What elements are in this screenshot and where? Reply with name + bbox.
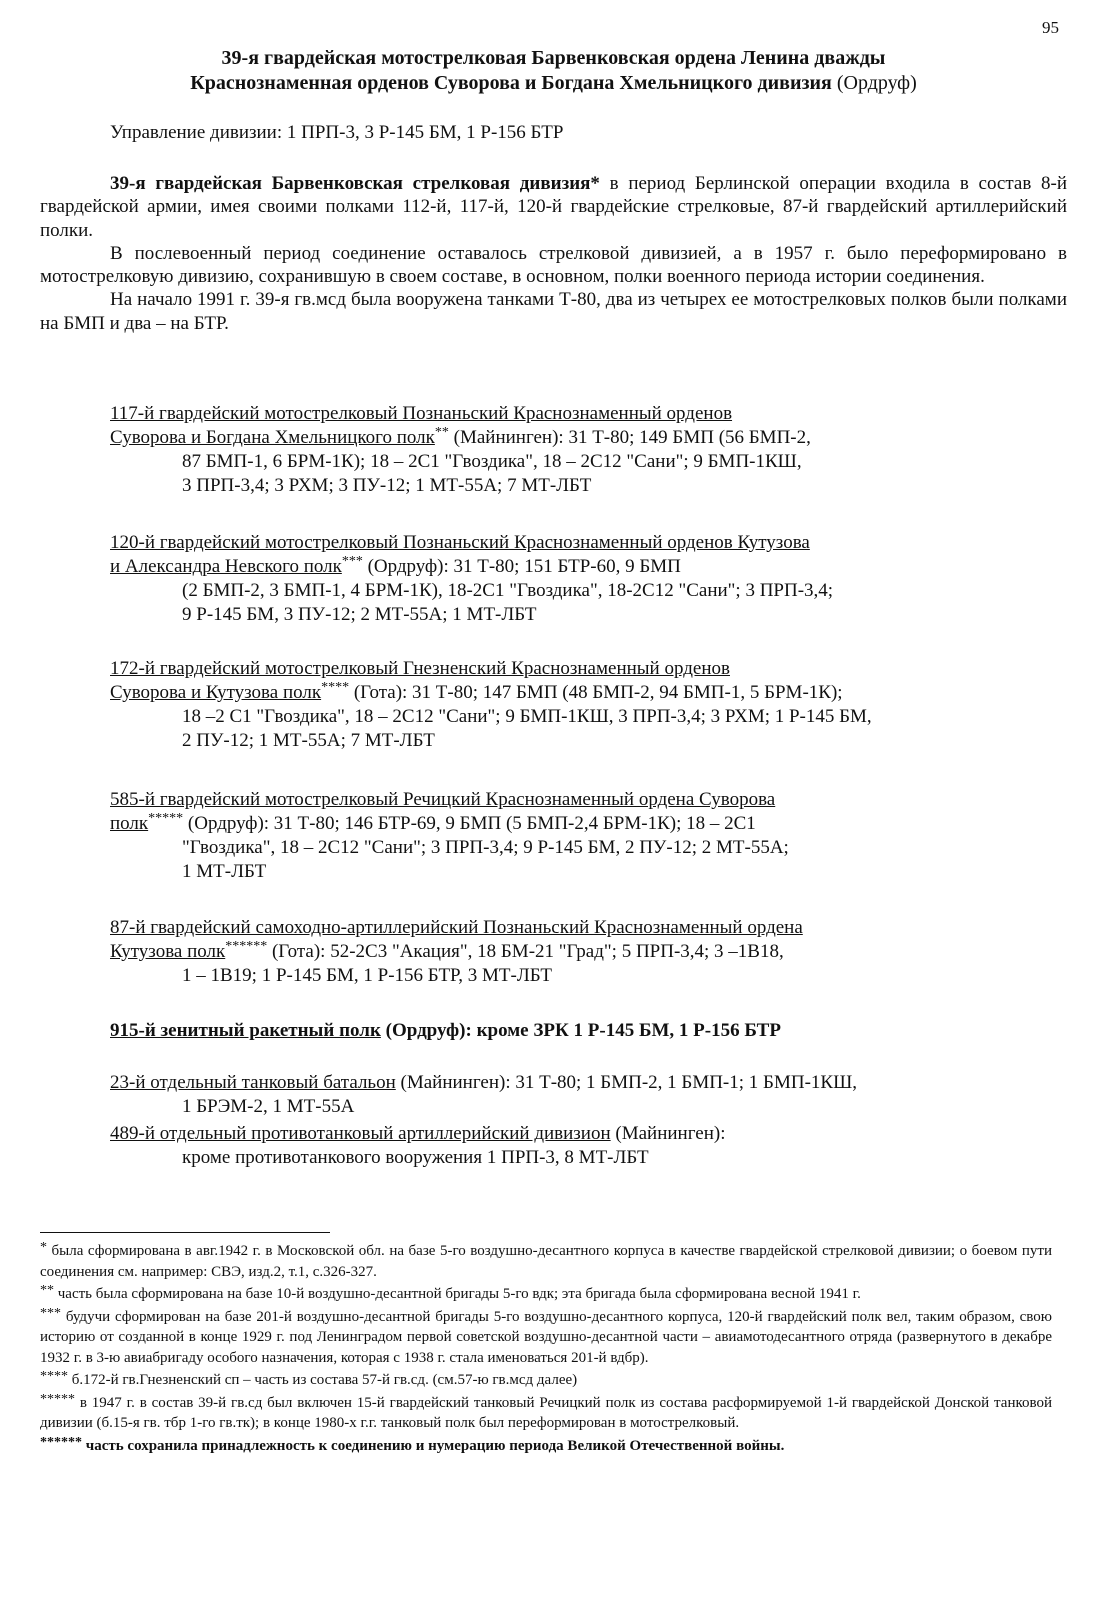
- footnote-5: ***** в 1947 г. в состав 39-й гв.сд был включен 15-й гвардейский танковый Речицкий полк из состава расформируемой 1-й гвардейской Донской танковой дивизии (б.15-я гв. тбр 1-го гв.тк); в конце 1980-х г.г. танковый полк был переформирован в мотострелковый.: [40, 1391, 1052, 1431]
- unit-87: 87-й гвардейский самоходно-артиллерийский Познаньский Краснознаменный ордена Кутузова полк****** (Гота): 52-2С3 "Акация", 18 БМ-21 "Град"; 5 ПРП-3,4; 3 –1В18, 1 – 1В19; 1 Р-145 БМ, 1 Р-156 БТР, 3 МТ-ЛБТ: [110, 917, 803, 986]
- title-line-1: 39-я гвардейская мотострелковая Барвенковская ордена Ленина дважды: [221, 47, 886, 69]
- footnote-3: *** будучи сформирован на базе 201-й воздушно-десантной бригады 5-го воздушно-десантного корпуса, 120-й гвардейский полк вел, таким образом, свою историю от созданной в конце 1929 г. под Ленинградом первой советской воздушно-десантной части – авиамотодесантного отряда (развернутого в декабре 1932 г. в 3-ю авиабригаду особого назначения, которая с 1938 г. стала именоваться 201-й вдбр).: [40, 1305, 1052, 1366]
- footnotes: [40, 1241, 1052, 1458]
- page-title: [40, 46, 1067, 96]
- footnote-separator: [40, 1232, 330, 1233]
- footnote-2: ** часть была сформирована на базе 10-й воздушно-десантной бригады 5-го вдк; эта бригада была сформирована весной 1941 г.: [40, 1283, 861, 1302]
- unit-23: 23-й отдельный танковый батальон (Майнинген): 31 Т-80; 1 БМП-2, 1 БМП-1; 1 БМП-1КШ, 1 БРЭМ-2, 1 МТ-55А: [110, 1072, 857, 1117]
- unit-585: 585-й гвардейский мотострелковый Речицкий Краснознаменный ордена Суворова полк***** (Ордруф): 31 Т-80; 146 БТР-69, 9 БМП (5 БМП-2,4 БРМ-1К); 18 – 2С1 "Гвоздика", 18 – 2С12 "Сани"; 3 ПРП-3,4; 9 Р-145 БМ, 2 ПУ-12; 2 МТ-55А; 1 МТ-ЛБТ: [110, 789, 789, 882]
- footnote-1: * была сформирована в авг.1942 г. в Московской обл. на базе 5-го воздушно-десантного корпуса в качестве гвардейской стрелковой дивизии; о боевом пути соединения см. например: СВЭ, изд.2, т.1, с.326-327.: [40, 1240, 1052, 1280]
- footnote-4: **** б.172-й гв.Гнезненский сп – часть из состава 57-й гв.сд. (см.57-ю гв.мсд далее): [40, 1369, 578, 1388]
- title-line-2: Краснознаменная орденов Суворова и Богдана Хмельницкого дивизия (Ордруф): [190, 72, 917, 94]
- intro-text: [40, 172, 1067, 335]
- paragraph-1: 39-я гвардейская Барвенковская стрелковая дивизия* в период Берлинской операции входила в состав 8-й гвардейской армии, имея своими полками 112-й, 117-й, 120-й гвардейские стрелковые, 87-й гвардейский артиллерийский полки.: [40, 173, 1067, 241]
- unit-915: 915-й зенитный ракетный полк (Ордруф): кроме ЗРК 1 Р-145 БМ, 1 Р-156 БТР: [110, 1020, 781, 1041]
- paragraph-2: В послевоенный период соединение оставалось стрелковой дивизией, а в 1957 г. было переформировано в мотострелковую дивизию, сохранившую в своем составе, в основном, полки военного периода истории соединения.: [40, 242, 1067, 288]
- unit-172: 172-й гвардейский мотострелковый Гнезненский Краснознаменный орденов Суворова и Кутузова полк**** (Гота): 31 Т-80; 147 БМП (48 БМП-2, 94 БМП-1, 5 БРМ-1К); 18 –2 С1 "Гвоздика", 18 – 2С12 "Сани"; 9 БМП-1КШ, 3 ПРП-3,4; 3 РХМ; 1 Р-145 БМ, 2 ПУ-12; 1 МТ-55А; 7 МТ-ЛБТ: [110, 658, 872, 751]
- page-number: 95: [1042, 18, 1059, 37]
- division-management: Управление дивизии: 1 ПРП-3, 3 Р-145 БМ, 1 Р-156 БТР: [110, 122, 564, 143]
- unit-117: 117-й гвардейский мотострелковый Познаньский Краснознаменный орденов Суворова и Богдана Хмельницкого полк** (Майнинген): 31 Т-80; 149 БМП (56 БМП-2, 87 БМП-1, 6 БРМ-1К); 18 – 2С1 "Гвоздика", 18 – 2С12 "Сани"; 9 БМП-1КШ, 3 ПРП-3,4; 3 РХМ; 3 ПУ-12; 1 МТ-55А; 7 МТ-ЛБТ: [110, 403, 811, 496]
- paragraph-3: На начало 1991 г. 39-я гв.мсд была вооружена танками Т-80, два из четырех ее мотострелковых полков были полками на БМП и два – на БТР.: [40, 289, 1067, 334]
- unit-489: 489-й отдельный противотанковый артиллерийский дивизион (Майнинген): кроме противотанкового вооружения 1 ПРП-3, 8 МТ-ЛБТ: [110, 1123, 726, 1168]
- footnote-6: ****** часть сохранила принадлежность к соединению и нумерацию периода Великой Отечественной войны.: [40, 1434, 785, 1454]
- unit-120: 120-й гвардейский мотострелковый Познаньский Краснознаменный орденов Кутузова и Александра Невского полк*** (Ордруф): 31 Т-80; 151 БТР-60, 9 БМП (2 БМП-2, 3 БМП-1, 4 БРМ-1К), 18-2С1 "Гвоздика", 18-2С12 "Сани"; 3 ПРП-3,4; 9 Р-145 БМ, 3 ПУ-12; 2 МТ-55А; 1 МТ-ЛБТ: [110, 532, 834, 625]
